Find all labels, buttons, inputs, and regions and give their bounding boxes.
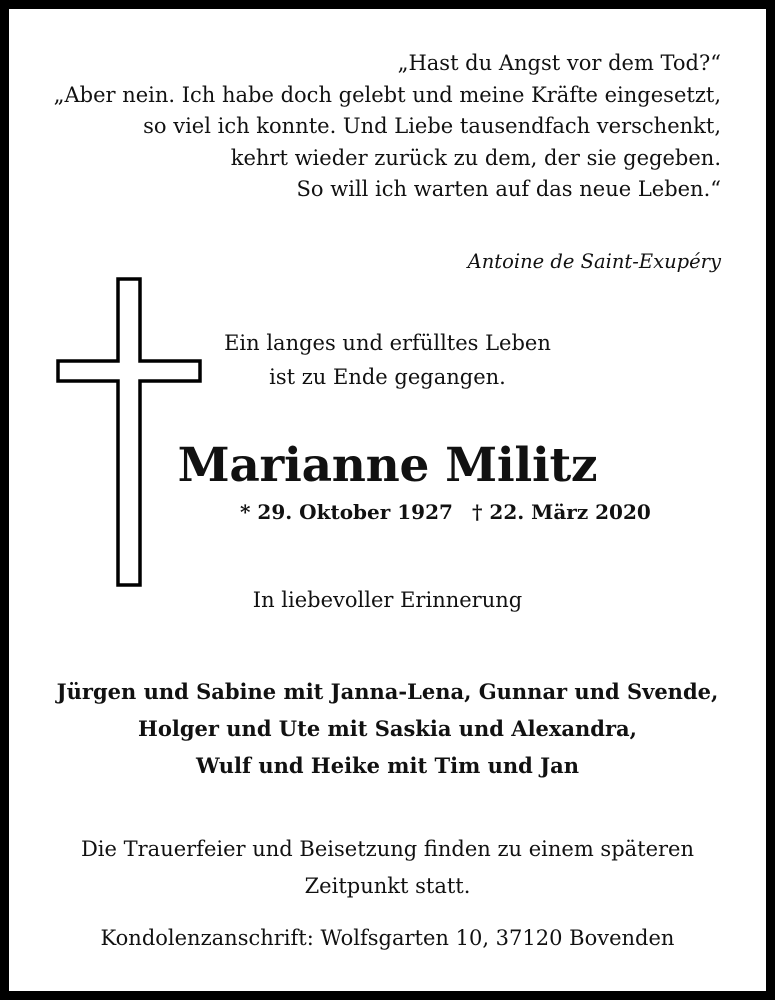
- birth-date: * 29. Oktober 1927: [240, 500, 453, 524]
- quote-block: [54, 48, 721, 206]
- ceremony-line: Die Trauerfeier und Beisetzung finden zu einem späteren: [80, 837, 695, 861]
- intro-line: ist zu Ende gegangen.: [269, 365, 506, 389]
- family-line: Jürgen und Sabine mit Janna-Lena, Gunnar und Svende,: [56, 679, 719, 704]
- family-line: Holger und Ute mit Saskia und Alexandra,: [138, 716, 637, 741]
- quote-line: So will ich warten auf das neue Leben.“: [296, 177, 721, 201]
- quote-author: Antoine de Saint-Exupéry: [467, 250, 721, 273]
- quote-line: kehrt wieder zurück zu dem, der sie gegeben.: [230, 145, 721, 170]
- intro-text: [60, 326, 715, 394]
- quote-line: „Hast du Angst vor dem Tod?“: [397, 51, 721, 75]
- condolence-address: Kondolenzanschrift: Wolfsgarten 10, 37120 Bovenden: [100, 926, 675, 950]
- quote-line: „Aber nein. Ich habe doch gelebt und meine Kräfte eingesetzt,: [53, 82, 721, 107]
- family-list: [0, 673, 775, 784]
- ceremony-line: Zeitpunkt statt.: [304, 874, 471, 898]
- death-date: † 22. März 2020: [472, 500, 651, 524]
- ceremony-notice: [0, 831, 775, 905]
- memory-text: In liebevoller Erinnerung: [252, 588, 523, 612]
- quote-line: so viel ich konnte. Und Liebe tausendfach verschenkt,: [143, 114, 721, 138]
- family-line: Wulf und Heike mit Tim und Jan: [196, 753, 579, 778]
- latin-cross-icon: [56, 277, 204, 593]
- deceased-name: Marianne Militz: [177, 438, 598, 493]
- intro-line: Ein langes und erfülltes Leben: [224, 331, 551, 355]
